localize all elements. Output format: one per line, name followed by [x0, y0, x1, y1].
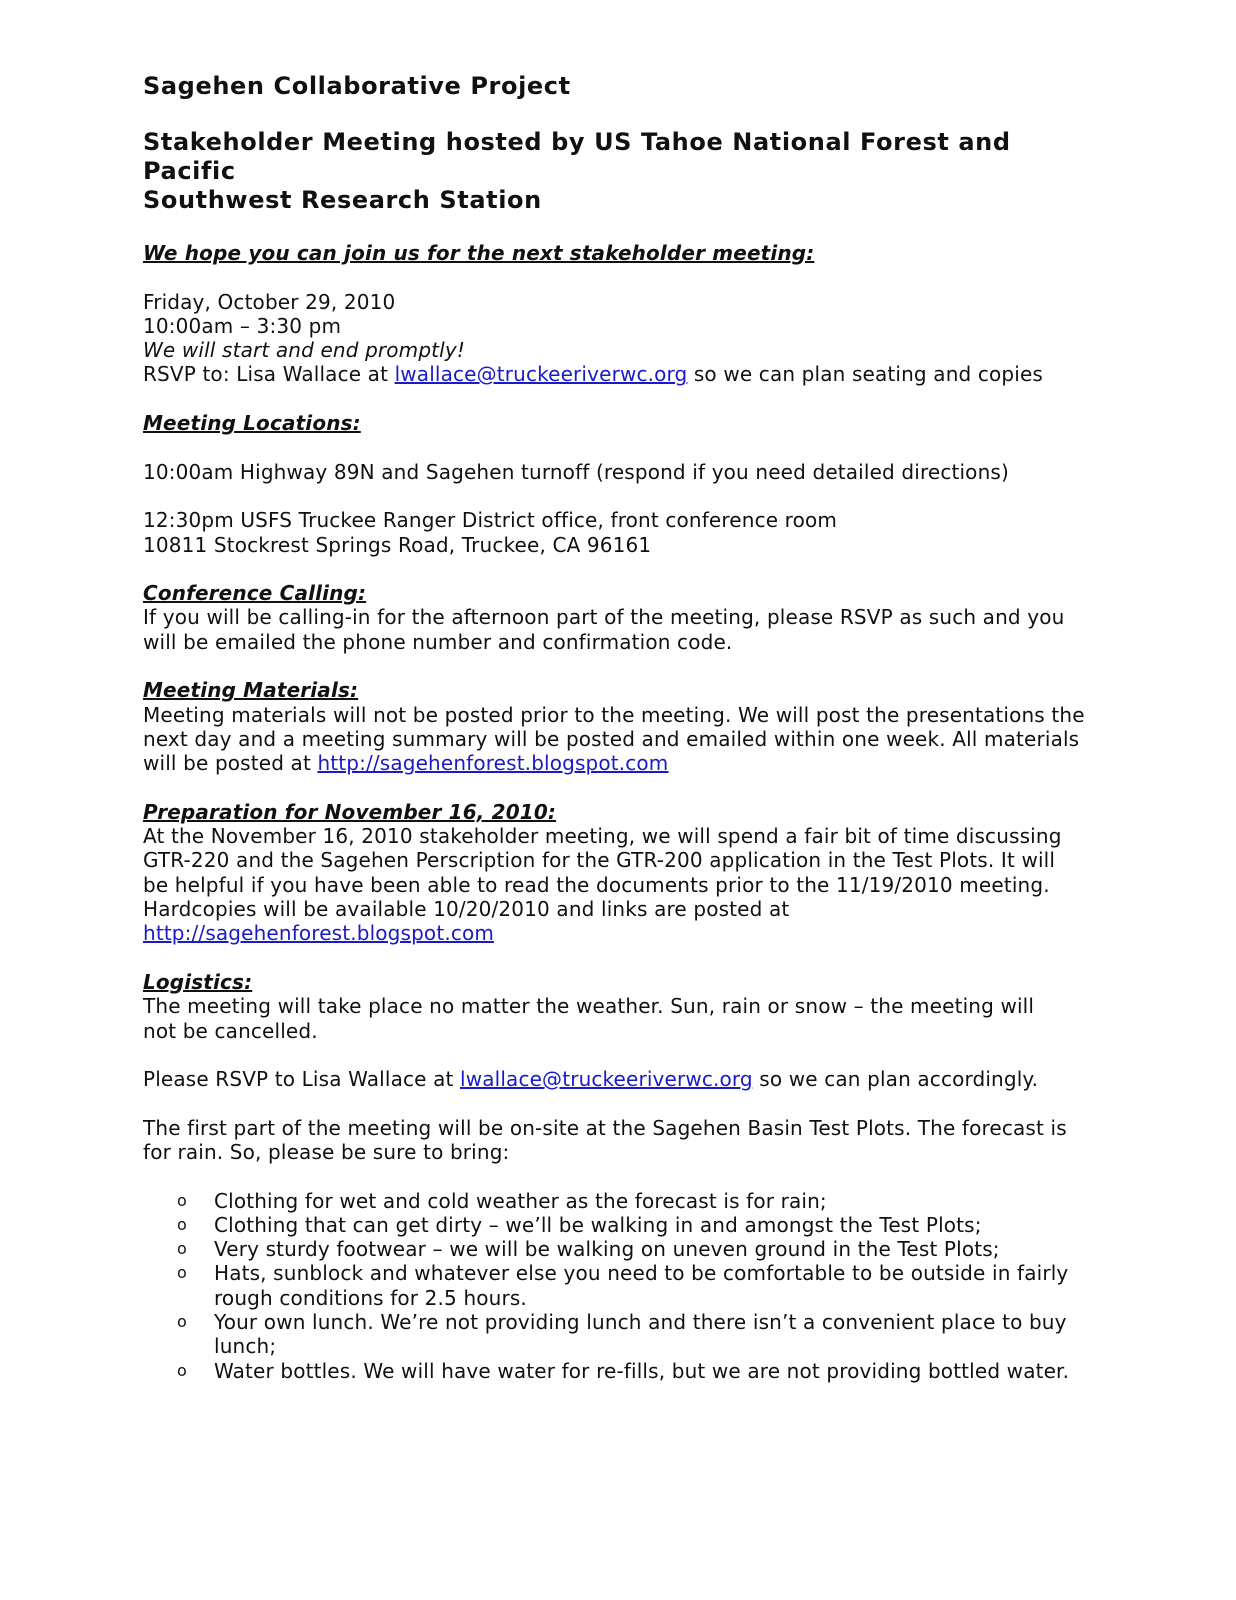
list-item: o Clothing for wet and cold weather as the forecast is for rain; — [177, 1188, 827, 1213]
materials-prefix: will be posted at — [143, 751, 318, 776]
rsvp-line — [143, 362, 1103, 386]
prep-text: Hardcopies will be available 10/20/2010 and links are posted at — [143, 897, 790, 922]
bullet-icon: o — [177, 1239, 187, 1259]
invite-heading: We hope you can join us for the next stakeholder meeting: — [143, 241, 815, 265]
blog-link[interactable]: http://sagehenforest.blogspot.com — [143, 921, 494, 946]
prep-link-line — [143, 921, 1103, 945]
document-page — [143, 72, 1103, 1383]
materials-heading: Meeting Materials: — [143, 678, 359, 703]
materials-text: Meeting materials will not be posted prior to the meeting. We will post the presentations the — [143, 702, 1085, 727]
firstpart-text: for rain. So, please be sure to bring: — [143, 1139, 510, 1164]
logistics-text: not be cancelled. — [143, 1018, 318, 1043]
promptly-note: We will start and end promptly! — [143, 338, 466, 363]
rsvp2-suffix: so we can plan accordingly. — [752, 1067, 1039, 1092]
logistics-heading: Logistics: — [143, 969, 253, 994]
bullet-icon: o — [177, 1312, 187, 1332]
subtitle-line: Stakeholder Meeting hosted by US Tahoe National Forest and Pacific — [143, 128, 1011, 185]
bullet-icon: o — [177, 1263, 187, 1283]
prep-text: be helpful if you have been able to read the documents prior to the 11/19/2010 meeting. — [143, 872, 1050, 897]
document-subtitle — [143, 128, 1103, 215]
document-title: Sagehen Collaborative Project — [143, 72, 571, 100]
logistics-text: The meeting will take place no matter the weather. Sun, rain or snow – the meeting will — [143, 994, 1035, 1019]
list-item: o Clothing that can get dirty – we’ll be walking in and amongst the Test Plots; — [177, 1212, 982, 1237]
location-2-address: 10811 Stockrest Springs Road, Truckee, CA 96161 — [143, 532, 652, 557]
meeting-time: 10:00am – 3:30 pm — [143, 313, 342, 338]
prep-text: At the November 16, 2010 stakeholder meeting, we will spend a fair bit of time discussing — [143, 824, 1062, 849]
blog-link[interactable]: http://sagehenforest.blogspot.com — [317, 751, 669, 776]
list-item: o Very sturdy footwear – we will be walking on uneven ground in the Test Plots; — [177, 1237, 1000, 1262]
locations-heading: Meeting Locations: — [143, 411, 361, 436]
bring-list — [143, 1189, 1103, 1383]
bullet-icon: o — [177, 1190, 187, 1210]
rsvp2-line — [143, 1067, 1103, 1091]
rsvp-suffix: so we can plan seating and copies — [687, 362, 1043, 387]
calling-heading: Conference Calling: — [143, 581, 367, 606]
rsvp-prefix: RSVP to: Lisa Wallace at — [143, 362, 395, 387]
calling-text: If you will be calling-in for the afternoon part of the meeting, please RSVP as such and you — [143, 605, 1065, 630]
prep-heading: Preparation for November 16, 2010: — [143, 799, 557, 824]
rsvp2-prefix: Please RSVP to Lisa Wallace at — [143, 1067, 461, 1092]
materials-text — [143, 751, 1103, 775]
location-2: 12:30pm USFS Truckee Ranger District office, front conference room — [143, 508, 838, 533]
list-item: o Your own lunch. We’re not providing lunch and there isn’t a convenient place to buy lunch; — [177, 1310, 1067, 1359]
location-1: 10:00am Highway 89N and Sagehen turnoff (respond if you need detailed directions) — [143, 459, 1009, 484]
materials-text: next day and a meeting summary will be posted and emailed within one week. All materials — [143, 726, 1080, 751]
list-item: o Hats, sunblock and whatever else you need to be comfortable to be outside in fairly rough conditions for 2.5 hours. — [177, 1261, 1069, 1310]
bullet-icon: o — [177, 1360, 187, 1380]
firstpart-text: The first part of the meeting will be on-site at the Sagehen Basin Test Plots. The forecast is — [143, 1115, 1067, 1140]
meeting-date: Friday, October 29, 2010 — [143, 289, 396, 314]
bullet-icon: o — [177, 1214, 187, 1234]
rsvp-email-link[interactable]: lwallace@truckeeriverwc.org — [394, 362, 688, 387]
list-item: o Water bottles. We will have water for re-fills, but we are not providing bottled water. — [177, 1358, 1070, 1383]
subtitle-line: Southwest Research Station — [143, 186, 542, 214]
prep-text: GTR-220 and the Sagehen Perscription for the GTR-200 application in the Test Plots. It will — [143, 848, 1056, 873]
calling-text: will be emailed the phone number and confirmation code. — [143, 629, 733, 654]
rsvp-email-link[interactable]: lwallace@truckeeriverwc.org — [460, 1067, 753, 1092]
